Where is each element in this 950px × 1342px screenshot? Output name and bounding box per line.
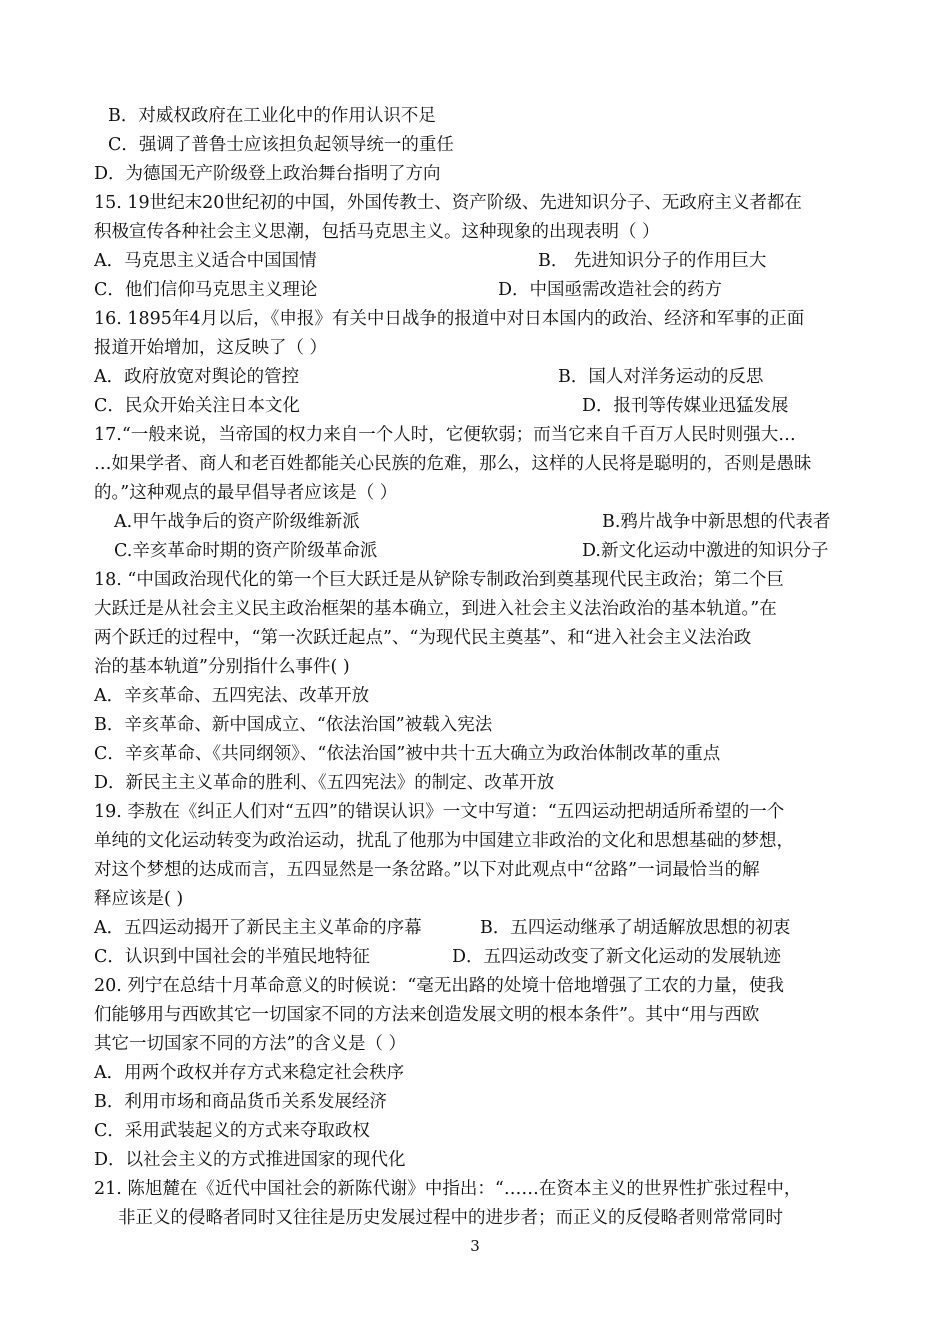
- q17-option-b: B.鸦片战争中新思想的代表者: [602, 512, 831, 532]
- q14-option-d: D．为德国无产阶级登上政治舞台指明了方向: [94, 164, 441, 184]
- q15-text-1: 15. 19世纪末20世纪初的中国，外国传教士、资产阶级、先进知识分子、无政府主义者都在: [94, 193, 802, 213]
- q17-option-c: C.辛亥革命时期的资产阶级革命派: [114, 541, 378, 561]
- q18-option-a: A．辛亥革命、五四宪法、改革开放: [94, 686, 370, 706]
- q18-text-1: 18. “中国政治现代化的第一个巨大跃迁是从铲除专制政治到奠基现代民主政治；第二个巨: [94, 570, 784, 590]
- q15-text-2: 积极宣传各种社会主义思潮，包括马克思主义。这种现象的出现表明（ ）: [94, 222, 660, 242]
- q16-text-2: 报道开始增加，这反映了（ ）: [94, 338, 328, 358]
- q17-option-a: A.甲午战争后的资产阶级维新派: [114, 512, 360, 532]
- q16-option-d: D．报刊等传媒业迅猛发展: [582, 396, 789, 416]
- q19-option-b: B．五四运动继承了胡适解放思想的初衷: [480, 918, 791, 938]
- q20-option-c: C．采用武装起义的方式来夺取政权: [94, 1121, 370, 1141]
- q19-option-d: D．五四运动改变了新文化运动的发展轨迹: [452, 947, 782, 967]
- q16-option-b: B．国人对洋务运动的反思: [558, 367, 764, 387]
- page-number: 3: [470, 1237, 480, 1255]
- q18-text-4: 治的基本轨道”分别指什么事件( ): [94, 657, 350, 677]
- q21-text-1: 21. 陈旭麓在《近代中国社会的新陈代谢》中指出：“……在资本主义的世界性扩张过程中，: [94, 1179, 802, 1199]
- q18-option-b: B．辛亥革命、新中国成立、“依法治国”被载入宪法: [94, 715, 493, 735]
- q15-option-c: C．他们信仰马克思主义理论: [94, 280, 318, 300]
- q17-option-d: D.新文化运动中激进的知识分子: [582, 541, 829, 561]
- q16-option-a: A．政府放宽对舆论的管控: [94, 367, 300, 387]
- q19-text-1: 19. 李敖在《纠正人们对“五四”的错误认识》一文中写道：“五四运动把胡适所希望的一个: [94, 802, 785, 822]
- q20-option-b: B．利用市场和商品货币关系发展经济: [94, 1092, 387, 1112]
- q16-option-c: C．民众开始关注日本文化: [94, 396, 300, 416]
- q20-text-1: 20. 列宁在总结十月革命意义的时候说：“毫无出路的处境十倍地增强了工农的力量，使我: [94, 976, 784, 996]
- q18-text-2: 大跃迁是从社会主义民主政治框架的基本确立，到进入社会主义法治政治的基本轨道。”在: [94, 599, 777, 619]
- q20-option-a: A．用两个政权并存方式来稳定社会秩序: [94, 1063, 405, 1083]
- q21-text-2: 非正义的侵略者同时又往往是历史发展过程中的进步者；而正义的反侵略者则常常同时: [118, 1208, 783, 1228]
- q20-text-3: 其它一切国家不同的方法”的含义是（ ）: [94, 1034, 407, 1054]
- q17-text-1: 17.“一般来说，当帝国的权力来自一个人时，它便软弱；而当它来自千百万人民时则强大…: [94, 425, 796, 445]
- q15-option-b: B． 先进知识分子的作用巨大: [538, 251, 767, 271]
- q17-text-3: 的。”这种观点的最早倡导者应该是（ ）: [94, 483, 398, 503]
- q19-text-3: 对这个梦想的达成而言，五四显然是一条岔路。”以下对此观点中“岔路”一词最恰当的解: [94, 860, 760, 880]
- q19-option-a: A．五四运动揭开了新民主主义革命的序幕: [94, 918, 422, 938]
- q19-text-4: 释应该是( ): [94, 889, 184, 909]
- q15-option-d: D．中国亟需改造社会的药方: [498, 280, 723, 300]
- q20-option-d: D．以社会主义的方式推进国家的现代化: [94, 1150, 406, 1170]
- q14-option-c: C．强调了普鲁士应该担负起领导统一的重任: [108, 135, 454, 155]
- q18-text-3: 两个跃迁的过程中，“第一次跃迁起点”、“为现代民主奠基”、和“进入社会主义法治政: [94, 628, 752, 648]
- q18-option-d: D．新民主主义革命的胜利、《五四宪法》的制定、改革开放: [94, 773, 555, 793]
- q17-text-2: …如果学者、商人和老百姓都能关心民族的危难，那么，这样的人民将是聪明的，否则是愚昧: [94, 454, 812, 474]
- q20-text-2: 们能够用与西欧其它一切国家不同的方法来创造发展文明的根本条件”。其中“用与西欧: [94, 1005, 760, 1025]
- q19-text-2: 单纯的文化运动转变为政治运动，扰乱了他那为中国建立非政治的文化和思想基础的梦想，: [94, 831, 794, 851]
- q14-option-b: B．对威权政府在工业化中的作用认识不足: [108, 106, 436, 126]
- q15-option-a: A．马克思主义适合中国国情: [94, 251, 317, 271]
- q16-text-1: 16. 1895年4月以后，《申报》有关中日战争的报道中对日本国内的政治、经济和军事的正面: [94, 309, 805, 329]
- q18-option-c: C．辛亥革命、《共同纲领》、“依法治国”被中共十五大确立为政治体制改革的重点: [94, 744, 721, 764]
- q19-option-c: C．认识到中国社会的半殖民地特征: [94, 947, 370, 967]
